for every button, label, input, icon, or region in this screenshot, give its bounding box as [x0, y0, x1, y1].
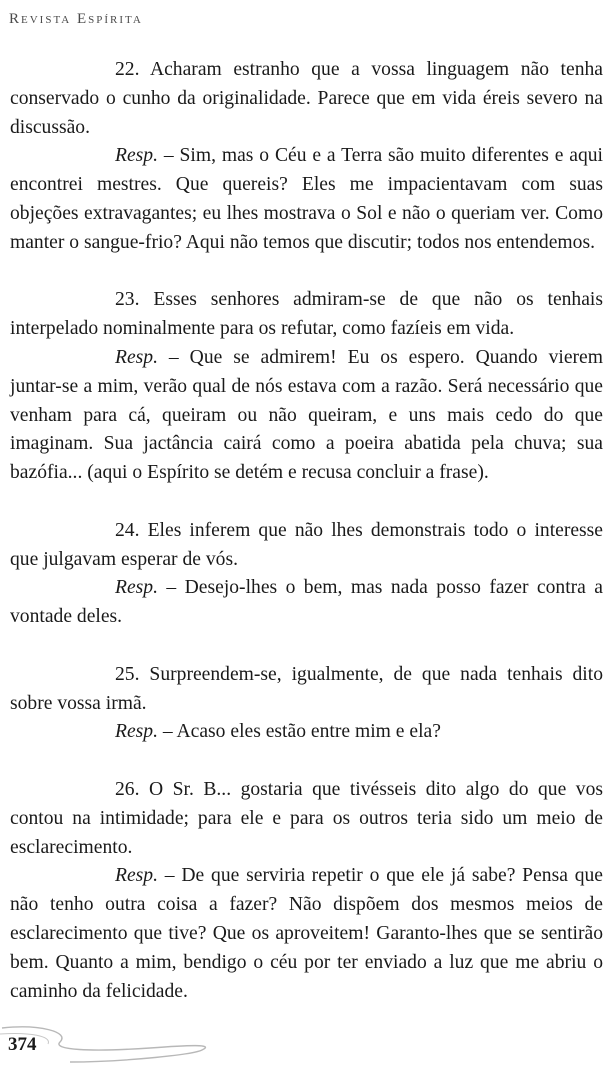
answer-text: – Que se admirem! Eu os espero. Quando vierem juntar-se a mim, verão qual de nós estava com a razão. Será necessário que venham para cá, queiram ou não queiram, e uns mais cedo do que imaginam. Sua jactância cairá como a poeira abatida pela chuva; sua bazófia... (aqui o Espírito se detém e recusa concluir a frase).: [10, 346, 603, 484]
answer-text: – Desejo-lhes o bem, mas nada posso fazer contra a vontade deles.: [10, 577, 603, 628]
answer-25: [10, 718, 603, 747]
answer-22: [10, 142, 603, 257]
resp-label: Resp.: [115, 145, 158, 167]
question-24: 24. Eles inferem que não lhes demonstrais todo o interesse que julgavam esperar de vós.: [10, 519, 603, 570]
answer-23: [10, 344, 603, 488]
resp-label: Resp.: [115, 346, 158, 368]
answer-26: [10, 862, 603, 1006]
resp-label: Resp.: [115, 865, 158, 887]
page-body: [10, 56, 603, 1006]
running-header: Revista Espírita: [9, 11, 143, 27]
resp-label: Resp.: [115, 577, 158, 599]
answer-text: – Acaso eles estão entre mim e ela?: [158, 721, 441, 743]
question-26: 26. O Sr. B... gostaria que tivésseis dito algo do que vos contou na intimidade; para ele e para os outros teria sido um meio de esclarecimento.: [10, 778, 603, 858]
question-23: 23. Esses senhores admiram-se de que não os tenhais interpelado nominalmente para os refutar, como fazíeis em vida.: [10, 289, 603, 340]
question-25: 25. Surpreendem-se, igualmente, de que nada tenhais dito sobre vossa irmã.: [10, 663, 603, 714]
page-number: 374: [8, 1034, 37, 1055]
answer-24: [10, 574, 603, 632]
answer-text: – De que serviria repetir o que ele já sabe? Pensa que não tenho outra coisa a fazer? Não dispõem dos mesmos meios de esclarecimento que tive? Que os aproveitem! Garanto-lhes que se sentirão bem. Quanto a mim, bendigo o céu por ter enviado a luz que me abriu o caminho da felicidade.: [10, 865, 603, 1002]
question-22: 22. Acharam estranho que a vossa linguagem não tenha conservado o cunho da originalidade. Parece que em vida éreis severo na discussão.: [10, 59, 603, 138]
answer-text: – Sim, mas o Céu e a Terra são muito diferentes e aqui encontrei mestres. Que quereis? Eles me impacientavam com suas objeções extravagantes; eu lhes mostrava o Sol e não o queriam ver. Como manter o sangue-frio? Aqui não temos que discutir; todos nos entendemos.: [10, 145, 603, 253]
resp-label: Resp.: [115, 721, 158, 743]
